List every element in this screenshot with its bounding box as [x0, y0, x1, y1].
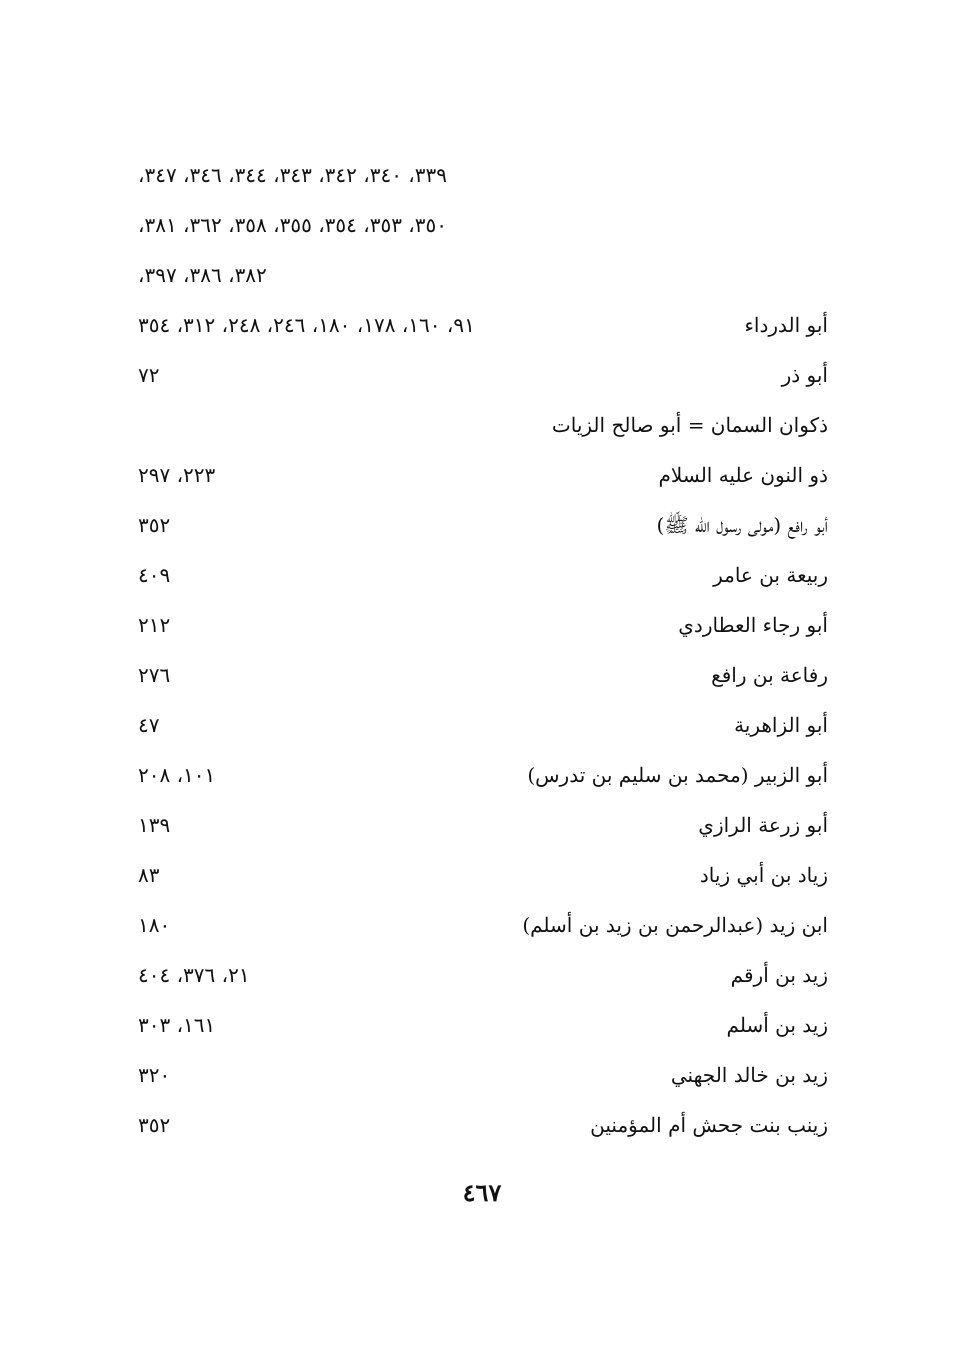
- index-entry: [138, 1050, 828, 1100]
- index-entry: [138, 500, 828, 550]
- entry-name: أبو ذر: [781, 363, 828, 387]
- entry-name: أبو رجاء العطاردي: [678, 613, 828, 637]
- entry-name: رفاعة بن رافع: [711, 663, 828, 687]
- index-entry: [138, 650, 828, 700]
- page-references: ١٦١، ٣٠٣: [138, 1013, 216, 1037]
- index-entry: [138, 700, 828, 750]
- entry-name: ذو النون عليه السلام: [658, 463, 828, 487]
- entry-name: ربيعة بن عامر: [713, 563, 828, 587]
- page-references: ٢١٢: [138, 613, 171, 637]
- name-index-list: [138, 150, 828, 1150]
- index-entry: [138, 300, 828, 350]
- entry-name: أبو الزاهرية: [734, 713, 828, 737]
- index-entry: [138, 400, 828, 450]
- page-references: ١٨٠: [138, 913, 171, 937]
- continuation-line: [138, 200, 828, 250]
- index-entry: [138, 550, 828, 600]
- page-references: ٣٥٢: [138, 1113, 171, 1137]
- continuation-line: [138, 150, 828, 200]
- page-references: ٩١، ١٦٠، ١٧٨، ١٨٠، ٢٤٦، ٢٤٨، ٣١٢، ٣٥٤: [138, 313, 475, 337]
- entry-name: زياد بن أبي زياد: [699, 863, 828, 887]
- page-references: ٤٧: [138, 713, 160, 737]
- page-references: ٢١، ٣٧٦، ٤٠٤: [138, 963, 250, 987]
- page-references: ٨٣: [138, 863, 160, 887]
- index-entry: [138, 450, 828, 500]
- entry-name: ابن زيد (عبدالرحمن بن زيد بن أسلم): [522, 913, 828, 937]
- page-references: ١٣٩: [138, 813, 171, 837]
- index-entry: [138, 800, 828, 850]
- page-references: ١٠١، ٢٠٨: [138, 763, 216, 787]
- page-references: ٢٢٣، ٢٩٧: [138, 463, 216, 487]
- index-entry: [138, 1000, 828, 1050]
- index-entry: [138, 600, 828, 650]
- page-references: ٣٨٢، ٣٨٦، ٣٩٧،: [138, 263, 267, 287]
- index-entry: [138, 900, 828, 950]
- entry-name: أبو رافع (مولى رسول الله ﷺ): [656, 513, 828, 537]
- entry-name: أبو الزبير (محمد بن سليم بن تدرس): [527, 763, 828, 787]
- index-entry: [138, 1100, 828, 1150]
- entry-name: أبو زرعة الرازي: [698, 813, 828, 837]
- index-entry: [138, 950, 828, 1000]
- page-references: ٧٢: [138, 363, 160, 387]
- page-number: ٤٦٧: [462, 1178, 502, 1207]
- entry-name: أبو الدرداء: [744, 313, 828, 337]
- page-references: ٣٢٠: [138, 1063, 171, 1087]
- entry-name: زيد بن خالد الجهني: [670, 1063, 828, 1087]
- entry-name: زيد بن أرقم: [730, 963, 828, 987]
- index-entry: [138, 750, 828, 800]
- page-references: ٢٧٦: [138, 663, 171, 687]
- entry-name: زيد بن أسلم: [726, 1013, 828, 1037]
- continuation-line: [138, 250, 828, 300]
- page-references: ٤٠٩: [138, 563, 171, 587]
- page-references: ٣٥٢: [138, 513, 171, 537]
- entry-name: ذكوان السمان = أبو صالح الزيات: [551, 413, 828, 437]
- index-entry: [138, 850, 828, 900]
- page-references: ٣٥٠، ٣٥٣، ٣٥٤، ٣٥٥، ٣٥٨، ٣٦٢، ٣٨١،: [138, 213, 447, 237]
- page-references: ٣٣٩، ٣٤٠، ٣٤٢، ٣٤٣، ٣٤٤، ٣٤٦، ٣٤٧،: [138, 163, 447, 187]
- entry-name: زينب بنت جحش أم المؤمنين: [590, 1113, 828, 1137]
- index-entry: [138, 350, 828, 400]
